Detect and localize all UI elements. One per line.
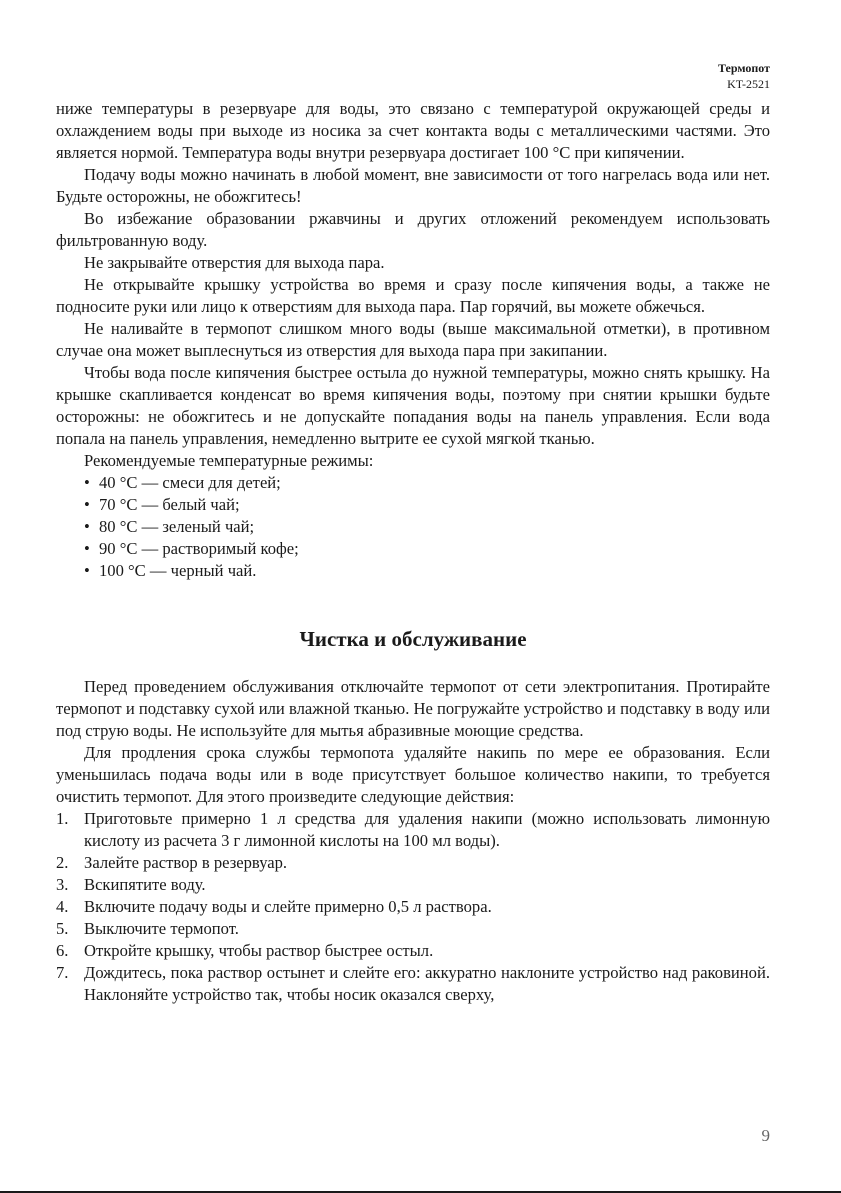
- list-item: [56, 940, 770, 962]
- list-item: [56, 918, 770, 940]
- list-item: [56, 896, 770, 918]
- list-item-text: 70 °С — белый чай;: [99, 495, 240, 514]
- list-item: [56, 874, 770, 896]
- paragraph-filtered-water: Во избежание образовании ржавчины и других отложений рекомендуем использовать фильтрованную воду.: [56, 209, 770, 250]
- bullet-marker: •: [84, 517, 90, 536]
- step-number: 6.: [56, 941, 69, 960]
- header-model-number: KT-2521: [727, 77, 770, 91]
- bullet-marker: •: [84, 561, 90, 580]
- paragraph-continuation: ниже температуры в резервуаре для воды, это связано с температурой окружающей среды и охлаждением воды при выходе из носика за счет контакта воды с металлическими частями. Это является нормой. Температура воды внутри резервуара достигает 100 °С при кипячении.: [56, 99, 770, 162]
- list-item: [84, 560, 770, 582]
- list-item: [84, 516, 770, 538]
- paragraph-temperature-modes-intro: Рекомендуемые температурные режимы:: [84, 451, 374, 470]
- section-title: Чистка и обслуживание: [299, 627, 527, 651]
- step-text: Вскипятите воду.: [84, 875, 206, 894]
- list-item: [84, 494, 770, 516]
- step-number: 3.: [56, 875, 69, 894]
- paragraph-descaling: Для продления срока службы термопота удаляйте накипь по мере ее образования. Если уменьшилась подача воды или в воде присутствует большое количество накипи, то требуется очистить термопот. Для этого произведите следующие действия:: [56, 743, 770, 806]
- step-text: Выключите термопот.: [84, 919, 239, 938]
- step-number: 7.: [56, 963, 69, 982]
- paragraph-maintenance-intro: Перед проведением обслуживания отключайте термопот от сети электропитания. Протирайте термопот и подставку сухой или влажной тканью. Не погружайте устройство и подставку в воду или под струю воды. Не используйте для мытья абразивные моющие средства.: [56, 677, 770, 740]
- step-number: 4.: [56, 897, 69, 916]
- list-item: [56, 808, 770, 852]
- list-item: [56, 852, 770, 874]
- bullet-marker: •: [84, 495, 90, 514]
- step-text: Приготовьте примерно 1 л средства для удаления накипи (можно использовать лимонную кислоту из расчета 3 г лимонной кислоты на 100 мл воды).: [84, 809, 770, 850]
- paragraph-steam-vents: Не закрывайте отверстия для выхода пара.: [84, 253, 385, 272]
- bullet-marker: •: [84, 473, 90, 492]
- paragraph-overfill-warning: Не наливайте в термопот слишком много воды (выше максимальной отметки), в противном случае она может выплеснуться из отверстия для выхода пара при закипании.: [56, 319, 770, 360]
- step-text: Включите подачу воды и слейте примерно 0,5 л раствора.: [84, 897, 492, 916]
- page-number: 9: [761, 1126, 770, 1145]
- step-number: 1.: [56, 809, 69, 828]
- list-item-text: 40 °С — смеси для детей;: [99, 473, 281, 492]
- page-content: [56, 98, 770, 1006]
- step-text: Откройте крышку, чтобы раствор быстрее остыл.: [84, 941, 434, 960]
- list-item: [84, 472, 770, 494]
- temperature-modes-list: [56, 472, 770, 582]
- list-item: [56, 962, 770, 1006]
- header-product-name: Термопот: [717, 61, 770, 75]
- paragraph-cooling: Чтобы вода после кипячения быстрее остыла до нужной температуры, можно снять крышку. На крышке скапливается конденсат во время кипячения воды, поэтому при снятии крышки будьте осторожны: не обожгитесь и не допускайте попадания воды на панель управления. Если вода попала на панель управления, немедленно вытрите ее сухой мягкой тканью.: [56, 363, 770, 448]
- step-number: 2.: [56, 853, 69, 872]
- step-number: 5.: [56, 919, 69, 938]
- step-text: Залейте раствор в резервуар.: [84, 853, 288, 872]
- list-item-text: 100 °С — черный чай.: [99, 561, 257, 580]
- running-header: [718, 60, 770, 92]
- paragraph-lid-warning: Не открывайте крышку устройства во время и сразу после кипячения воды, а также не подносите руки или лицо к отверстиям для выхода пара. Пар горячий, вы можете обжечься.: [56, 275, 770, 316]
- step-text: Дождитесь, пока раствор остынет и слейте его: аккуратно наклоните устройство над раковиной. Наклоняйте устройство так, чтобы носик оказался сверху,: [84, 963, 770, 1004]
- bullet-marker: •: [84, 539, 90, 558]
- list-item-text: 90 °С — растворимый кофе;: [99, 539, 299, 558]
- paragraph-water-supply: Подачу воды можно начинать в любой момент, вне зависимости от того нагрелась вода или нет. Будьте осторожны, не обожгитесь!: [56, 165, 770, 206]
- list-item: [84, 538, 770, 560]
- list-item-text: 80 °С — зеленый чай;: [99, 517, 255, 536]
- descaling-steps-list: [56, 808, 770, 1006]
